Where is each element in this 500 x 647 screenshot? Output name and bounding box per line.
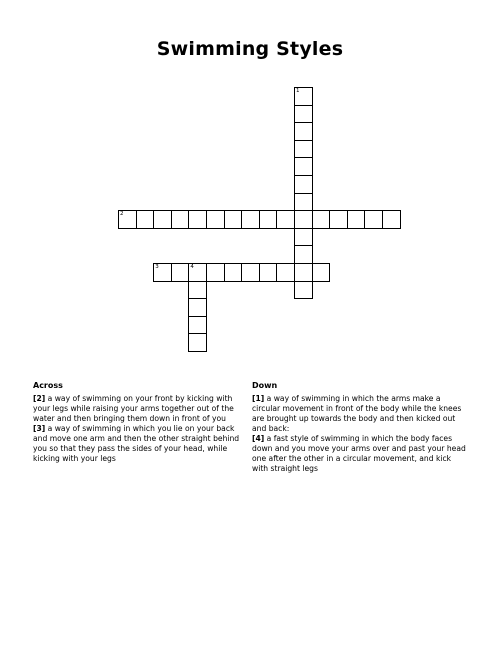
clue-text: a fast style of swimming in which the body faces down and you move your arms over and past your head one after the other in a circular movement, and kick with straight legs bbox=[252, 434, 466, 473]
clue-number: [1] bbox=[252, 394, 265, 403]
across-heading: Across bbox=[33, 381, 63, 390]
grid-cell[interactable] bbox=[224, 263, 243, 282]
grid-cell[interactable] bbox=[153, 263, 172, 282]
grid-cell[interactable] bbox=[294, 228, 313, 247]
grid-cell[interactable] bbox=[171, 263, 190, 282]
clue-down-4 bbox=[252, 434, 466, 474]
grid-cell[interactable] bbox=[364, 210, 383, 229]
grid-cell[interactable] bbox=[259, 263, 278, 282]
clue-number: [2] bbox=[33, 394, 46, 403]
grid-cell[interactable] bbox=[276, 210, 295, 229]
grid-cell[interactable] bbox=[118, 210, 137, 229]
grid-cell[interactable] bbox=[241, 263, 260, 282]
grid-cell[interactable] bbox=[312, 263, 331, 282]
clue-text: a way of swimming in which the arms make a circular movement in front of the body while the knees are brought up towards the body and then kicked out and back: bbox=[252, 394, 462, 433]
page-title: Swimming Styles bbox=[156, 38, 344, 60]
grid-cell[interactable] bbox=[188, 281, 207, 300]
grid-cell[interactable] bbox=[294, 193, 313, 212]
grid-cell[interactable] bbox=[153, 210, 172, 229]
grid-cell[interactable] bbox=[188, 333, 207, 352]
cell-number: 3 bbox=[155, 264, 159, 270]
clue-text: a way of swimming on your front by kicking with your legs while raising your arms together out of the water and then bringing them down in front of you bbox=[33, 394, 234, 423]
cell-number: 4 bbox=[190, 264, 194, 270]
grid-cell[interactable] bbox=[294, 122, 313, 141]
clue-text: a way of swimming in which you lie on your back and move one arm and then the other straight behind you so that they pass the sides of your head, while kicking with your legs bbox=[33, 424, 240, 463]
grid-cell[interactable] bbox=[188, 210, 207, 229]
grid-cell[interactable] bbox=[188, 263, 207, 282]
grid-cell[interactable] bbox=[171, 210, 190, 229]
across-clues bbox=[33, 381, 243, 464]
grid-cell[interactable] bbox=[188, 298, 207, 317]
clue-number: [4] bbox=[252, 434, 265, 443]
down-clues bbox=[252, 381, 466, 474]
grid-cell[interactable] bbox=[276, 263, 295, 282]
grid-cell[interactable] bbox=[206, 263, 225, 282]
grid-cell[interactable] bbox=[294, 281, 313, 300]
clue-across-3 bbox=[33, 424, 243, 464]
grid-cell[interactable] bbox=[294, 210, 313, 229]
grid-cell[interactable] bbox=[294, 140, 313, 159]
grid-cell[interactable] bbox=[294, 245, 313, 264]
cell-number: 1 bbox=[296, 88, 300, 94]
grid-cell[interactable] bbox=[136, 210, 155, 229]
grid-cell[interactable] bbox=[294, 157, 313, 176]
clue-number: [3] bbox=[33, 424, 46, 433]
grid-cell[interactable] bbox=[188, 316, 207, 335]
grid-cell[interactable] bbox=[241, 210, 260, 229]
grid-cell[interactable] bbox=[294, 263, 313, 282]
cell-number: 2 bbox=[120, 211, 124, 218]
clue-down-1 bbox=[252, 394, 466, 434]
grid-cell[interactable] bbox=[294, 175, 313, 194]
grid-cell[interactable] bbox=[382, 210, 401, 229]
grid-cell[interactable] bbox=[294, 105, 313, 124]
down-heading: Down bbox=[252, 381, 278, 390]
grid-cell[interactable] bbox=[206, 210, 225, 229]
grid-cell[interactable] bbox=[294, 87, 313, 106]
clue-across-2 bbox=[33, 394, 243, 424]
grid-cell[interactable] bbox=[259, 210, 278, 229]
grid-cell[interactable] bbox=[347, 210, 366, 229]
grid-cell[interactable] bbox=[312, 210, 331, 229]
grid-cell[interactable] bbox=[224, 210, 243, 229]
grid-cell[interactable] bbox=[329, 210, 348, 229]
